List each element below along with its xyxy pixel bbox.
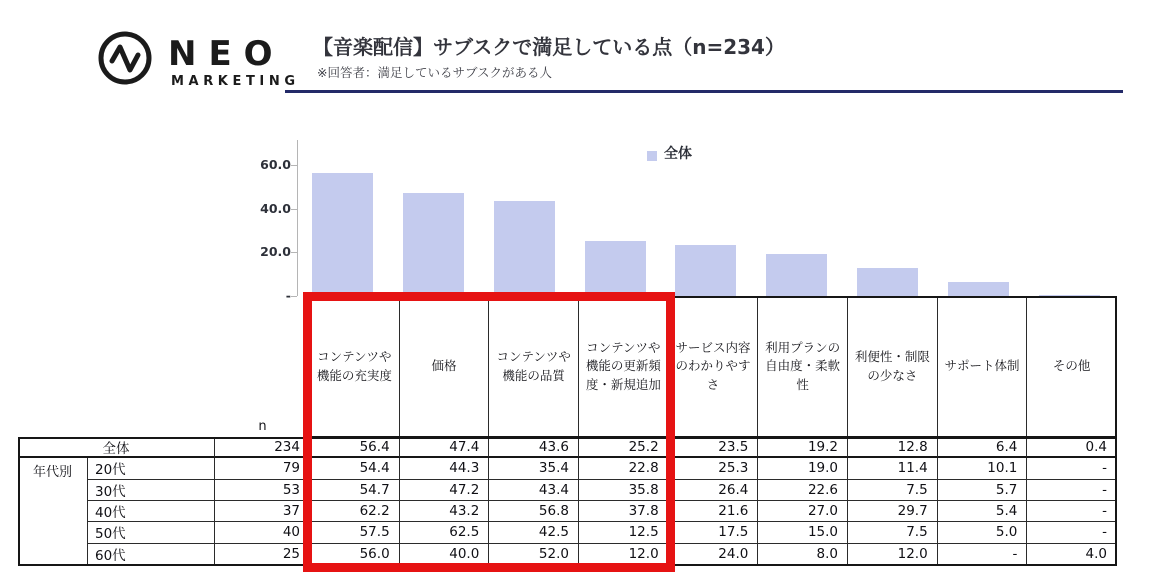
chart-bar xyxy=(494,201,555,296)
table-cell: 25.2 xyxy=(579,437,669,458)
chart-bar xyxy=(585,241,646,296)
table-cell: 56.4 xyxy=(310,437,400,458)
table-cell: 43.2 xyxy=(400,501,490,522)
table-cell: 42.5 xyxy=(489,522,579,543)
respondent-note: ※回答者：満足しているサブスクがある人 xyxy=(317,65,552,80)
column-header: 利便性・制限の少なさ xyxy=(848,296,938,437)
n-column-label: n xyxy=(258,419,267,434)
table-cell: 6.4 xyxy=(938,437,1028,458)
column-header: サポート体制 xyxy=(938,296,1028,437)
column-header: コンテンツや機能の品質 xyxy=(489,296,579,437)
table-cell: - xyxy=(1027,501,1117,522)
table-cell: 44.3 xyxy=(400,458,490,479)
page-title: 【音楽配信】サブスクで満足している点（n=234） xyxy=(313,35,785,59)
row-label-merged: 全体 xyxy=(18,437,215,458)
chart-bar xyxy=(766,254,827,296)
table-cell: 22.6 xyxy=(758,480,848,501)
table-cell: 37.8 xyxy=(579,501,669,522)
table-cell: 10.1 xyxy=(938,458,1028,479)
table-cell: 21.6 xyxy=(669,501,759,522)
y-axis-tick xyxy=(291,209,297,210)
y-axis-tick-label: 20.0 xyxy=(260,244,291,260)
table-cell: 15.0 xyxy=(758,522,848,543)
chart-bar xyxy=(948,282,1009,296)
row-label: 50代 xyxy=(88,522,215,543)
table-cell: 40.0 xyxy=(400,544,490,565)
table-cell: 12.5 xyxy=(579,522,669,543)
table-cell: 7.5 xyxy=(848,480,938,501)
n-value: 37 xyxy=(215,501,310,522)
n-value: 40 xyxy=(215,522,310,543)
table-cell: 17.5 xyxy=(669,522,759,543)
n-value: 25 xyxy=(215,544,310,565)
row-label: 60代 xyxy=(88,544,215,565)
table-cell: 35.8 xyxy=(579,480,669,501)
row-label: 40代 xyxy=(88,501,215,522)
table-cell: - xyxy=(1027,458,1117,479)
table-cell: 27.0 xyxy=(758,501,848,522)
table-cell: 7.5 xyxy=(848,522,938,543)
legend-swatch xyxy=(647,151,657,161)
y-axis-tick-label: 40.0 xyxy=(260,200,291,216)
table-cell: 12.0 xyxy=(848,544,938,565)
table-cell: 52.0 xyxy=(489,544,579,565)
table-cell: 57.5 xyxy=(310,522,400,543)
row-group-label: 年代別 xyxy=(18,458,88,565)
legend-label: 全体 xyxy=(664,146,692,162)
table-cell: 12.8 xyxy=(848,437,938,458)
table-cell: 56.0 xyxy=(310,544,400,565)
table-cell: - xyxy=(1027,522,1117,543)
chart-bar xyxy=(857,268,918,296)
table-cell: 19.0 xyxy=(758,458,848,479)
table-cell: 19.2 xyxy=(758,437,848,458)
table-cell: 24.0 xyxy=(669,544,759,565)
table-cell: - xyxy=(938,544,1028,565)
n-value: 79 xyxy=(215,458,310,479)
table-cell: 0.4 xyxy=(1027,437,1117,458)
table-cell: 29.7 xyxy=(848,501,938,522)
table-cell: 62.5 xyxy=(400,522,490,543)
n-value: 234 xyxy=(215,437,310,458)
y-axis-tick-label: 60.0 xyxy=(260,157,291,172)
column-header: コンテンツや機能の更新頻度・新規追加 xyxy=(579,296,669,437)
table-cell: 11.4 xyxy=(848,458,938,479)
column-header: その他 xyxy=(1027,296,1117,437)
logo-subtext: MARKETING xyxy=(171,74,300,89)
chart-bar xyxy=(675,245,736,296)
table-cell: 43.4 xyxy=(489,480,579,501)
table-cell: 56.8 xyxy=(489,501,579,522)
y-axis-tick xyxy=(291,165,297,166)
chart-bar xyxy=(403,193,464,296)
table-cell: 54.7 xyxy=(310,480,400,501)
table-cell: 25.3 xyxy=(669,458,759,479)
y-axis-tick xyxy=(291,252,297,253)
title-underline xyxy=(285,90,1123,93)
table-cell: 12.0 xyxy=(579,544,669,565)
table-cell: 23.5 xyxy=(669,437,759,458)
table-cell: 22.8 xyxy=(579,458,669,479)
table-cell: 4.0 xyxy=(1027,544,1117,565)
table-cell: 26.4 xyxy=(669,480,759,501)
table-cell: 5.4 xyxy=(938,501,1028,522)
table-cell: 8.0 xyxy=(758,544,848,565)
pulse-circle-icon xyxy=(96,28,158,90)
logo-text: NEO xyxy=(168,34,285,74)
row-label: 20代 xyxy=(88,458,215,479)
column-header: サービス内容のわかりやすさ xyxy=(669,296,759,437)
table-cell: - xyxy=(1027,480,1117,501)
y-axis-line xyxy=(297,140,298,296)
n-value: 53 xyxy=(215,480,310,501)
column-header: 利用プランの自由度・柔軟性 xyxy=(758,296,848,437)
column-header: 価格 xyxy=(400,296,490,437)
y-axis-tick-label: - xyxy=(285,288,291,303)
table-cell: 35.4 xyxy=(489,458,579,479)
table-cell: 5.0 xyxy=(938,522,1028,543)
y-axis-tick xyxy=(291,296,297,297)
table-cell: 62.2 xyxy=(310,501,400,522)
table-cell: 54.4 xyxy=(310,458,400,479)
table-cell: 5.7 xyxy=(938,480,1028,501)
column-header: コンテンツや機能の充実度 xyxy=(310,296,400,437)
chart-bar xyxy=(312,173,373,296)
table-cell: 47.4 xyxy=(400,437,490,458)
table-cell: 47.2 xyxy=(400,480,490,501)
row-label: 30代 xyxy=(88,480,215,501)
table-cell: 43.6 xyxy=(489,437,579,458)
